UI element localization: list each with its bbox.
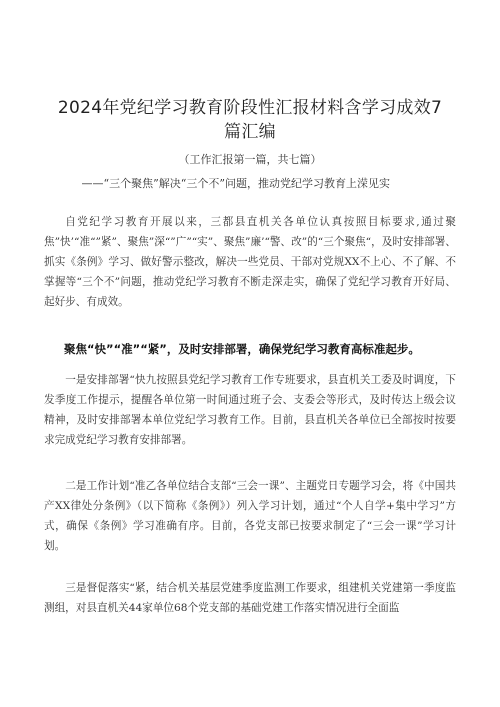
document-theme-line: ——“三个聚焦”解决“三个不”问题，推动党纪学习教育上溁见实 <box>81 177 390 190</box>
title-line-1: 2024年党纪学习教育阶段性汇报材料含学习成效7 <box>57 98 443 118</box>
section-paragraph-2: 二是工作计划“准乙各单位结合支部“三会一课”、主题党日专题学习会，将《中国共产XX律处分条例》（以下简称《条例》）列入学习计划，通过“个人自学+集中学习”方式，确保《条例》学习准确有序。目前，各党支部已按要求制定了“三会一课”学习计划。 <box>44 480 456 552</box>
section-heading: 聚焦“快”“准”“紧”，及时安排部署，确保党纪学习教育高标准起步。 <box>64 342 420 356</box>
document-title <box>40 96 460 144</box>
title-line-2: 篇汇编 <box>224 122 276 142</box>
section-paragraph-1: 一是安排部署“快九按照县党纪学习教育工作专班要求，县直机关工委及时调度，下发季度工作提示，提醒各单位第一时间通过班子会、支委会等形式，及时传达上级会议精神，及时安排部署本单位党纪学习教育工作。目前，县直机关各单位已全部按时按要求完成党纪学习教育安排部署。 <box>44 374 456 446</box>
document-subtitle: （工作汇报第一篇，共七篇） <box>178 153 322 166</box>
section-paragraph-3: 三是督促落实“紧，结合机关基层党建季度监测工作要求，组建机关党建第一季度监测组，对县直机关44家单位68个党支部的基础党建工作落实情况进行全面监 <box>44 582 456 614</box>
intro-paragraph: 自党纪学习教育开展以来，三都县直机关各单位认真按照目标要求,通过聚焦”快’“准“”紧”、聚焦”深“”广”“实”、聚焦”廉’“警、改”的“三个聚焦“，及时安排部署、抓实《条例》学习、做好警示整改，解决一些党员、干部对党规XX不上心、不了解、不掌握等“三个不”问题，推动党纪学习教育不断走深走实，确保了党纪学习教育开好局、起好步、有成效。 <box>44 216 456 308</box>
